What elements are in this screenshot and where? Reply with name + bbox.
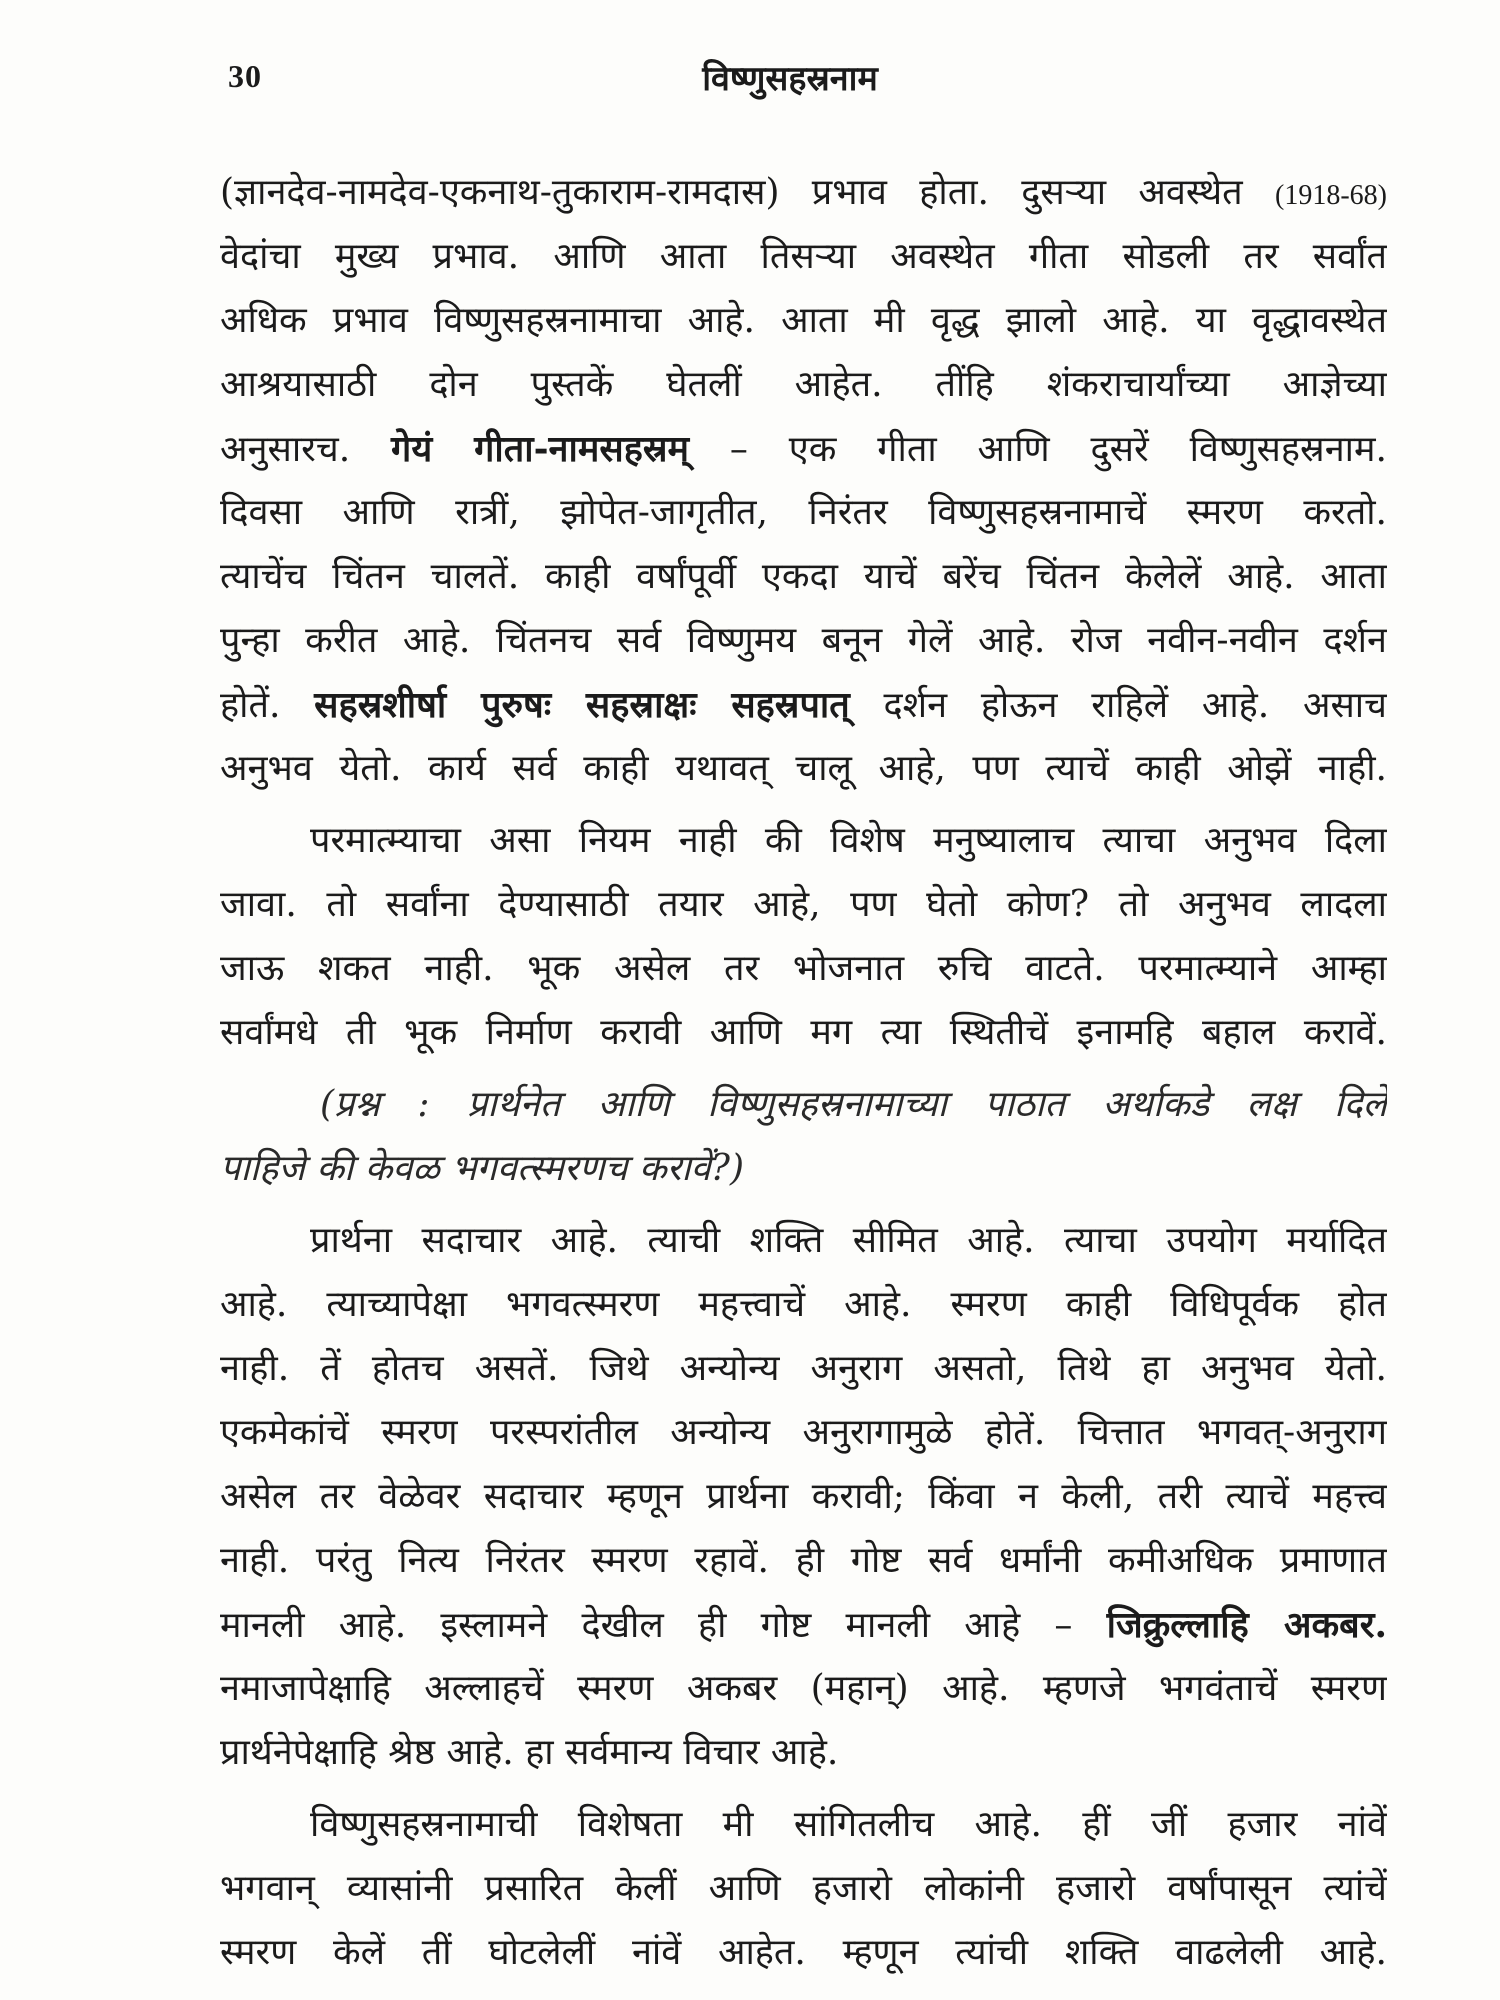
question-line: (प्रश्न : प्रार्थनेत आणि विष्णुसहस्रनामाच्या पाठात अर्थाकडे लक्ष दिलें bbox=[320, 1084, 1387, 1125]
text-line: जावा. तो सर्वांना देण्यासाठी तयार आहे, पण घेतो कोण? तो अनुभव लादला bbox=[220, 884, 1387, 925]
bold-quote: सहस्रशीर्षा पुरुषः सहस्राक्षः सहस्रपात् bbox=[314, 684, 850, 726]
text-line bbox=[220, 1593, 1387, 1657]
bold-quote: गेयं गीता-नामसहस्रम् bbox=[391, 428, 690, 470]
paragraph-3 bbox=[220, 1209, 1387, 1785]
text-line bbox=[220, 673, 1387, 737]
text-line: प्रार्थनेपेक्षाहि श्रेष्ठ आहे. हा सर्वमान्य विचार आहे. bbox=[220, 1732, 839, 1773]
text-line: अनुभव येतो. कार्य सर्व काही यथावत् चालू आहे, पण त्याचें काही ओझें नाही. bbox=[220, 748, 1387, 789]
text-line: असेल तर वेळेवर सदाचार म्हणून प्रार्थना करावी; किंवा न केली, तरी त्याचें महत्त्व bbox=[220, 1476, 1387, 1517]
paragraph-1 bbox=[220, 161, 1387, 801]
text-line: वेदांचा मुख्य प्रभाव. आणि आता तिसऱ्या अवस्थेत गीता सोडली तर सर्वांत bbox=[220, 236, 1387, 277]
text-body bbox=[220, 161, 1387, 1993]
question-paragraph bbox=[220, 1073, 1387, 1201]
text-line: त्याचेंच चिंतन चालतें. काही वर्षांपूर्वी एकदा याचें बरेंच चिंतन केलेलें आहे. आता bbox=[220, 556, 1387, 597]
text-line: सर्वांमधे ती भूक निर्माण करावी आणि मग त्या स्थितीचें इनामहि बहाल करावें. bbox=[220, 1012, 1387, 1053]
text-line: एकमेकांचें स्मरण परस्परांतील अन्योन्य अनुरागामुळे होतें. चित्तात भगवत्-अनुराग bbox=[220, 1412, 1387, 1453]
bold-quote: जिक्रुल्लाहि अकबर. bbox=[1106, 1604, 1387, 1646]
text-line: स्मरण केलें तीं घोटलेलीं नांवें आहेत. म्हणून त्यांची शक्ति वाढलेली आहे. bbox=[220, 1932, 1387, 1973]
text-line: नाही. परंतु नित्य निरंतर स्मरण रहावें. ही गोष्ट सर्व धर्मांनी कमीअधिक प्रमाणात bbox=[220, 1540, 1387, 1581]
text-line: दिवसा आणि रात्रीं, झोपेत-जागृतीत, निरंतर विष्णुसहस्रनामाचें स्मरण करतो. bbox=[220, 492, 1387, 533]
text-line: अधिक प्रभाव विष्णुसहस्रनामाचा आहे. आता मी वृद्ध झालो आहे. या वृद्धावस्थेत bbox=[220, 300, 1387, 341]
text-segment: दर्शन होऊन राहिलें आहे. असाच bbox=[849, 685, 1387, 726]
text-line: परमात्म्याचा असा नियम नाही की विशेष मनुष्यालाच त्याचा अनुभव दिला bbox=[310, 820, 1387, 861]
text-line: भगवान् व्यासांनी प्रसारित केलीं आणि हजारो लोकांनी हजारो वर्षांपासून त्यांचें bbox=[220, 1868, 1387, 1909]
running-title: विष्णुसहस्रनाम bbox=[702, 59, 878, 99]
text-line bbox=[220, 417, 1387, 481]
text-segment: मानली आहे. इस्लामने देखील ही गोष्ट मानली आहे – bbox=[220, 1605, 1107, 1646]
text-line: जाऊ शकत नाही. भूक असेल तर भोजनात रुचि वाटते. परमात्म्याने आम्हा bbox=[220, 948, 1387, 989]
text-line: प्रार्थना सदाचार आहे. त्याची शक्ति सीमित आहे. त्याचा उपयोग मर्यादित bbox=[310, 1220, 1387, 1261]
text-segment: अनुसारच. bbox=[220, 429, 392, 470]
text-line: नमाजापेक्षाहि अल्लाहचें स्मरण अकबर (महान्) आहे. म्हणजे भगवंताचें स्मरण bbox=[220, 1668, 1387, 1709]
text-line: आश्रयासाठी दोन पुस्तकें घेतलीं आहेत. तींहि शंकराचार्यांच्या आज्ञेच्या bbox=[220, 364, 1387, 405]
text-segment: (ज्ञानदेव-नामदेव-एकनाथ-तुकाराम-रामदास) प्रभाव होता. दुसऱ्या अवस्थेत bbox=[220, 172, 1276, 213]
text-line: पुन्हा करीत आहे. चिंतनच सर्व विष्णुमय बनून गेलें आहे. रोज नवीन-नवीन दर्शन bbox=[220, 620, 1387, 661]
text-line bbox=[220, 161, 1387, 225]
text-line: नाही. तें होतच असतें. जिथे अन्योन्य अनुराग असतो, तिथे हा अनुभव येतो. bbox=[220, 1348, 1387, 1389]
text-segment: होतें. bbox=[220, 685, 315, 726]
year-range: (1918-68) bbox=[1275, 180, 1387, 211]
text-line: विष्णुसहस्रनामाची विशेषता मी सांगितलीच आहे. हीं जीं हजार नांवें bbox=[310, 1804, 1387, 1845]
paragraph-4 bbox=[220, 1793, 1387, 1985]
question-line: पाहिजे की केवळ भगवत्स्मरणच करावें?) bbox=[220, 1148, 745, 1189]
page-number: 30 bbox=[228, 58, 262, 94]
text-line: आहे. त्याच्यापेक्षा भगवत्स्मरण महत्त्वाचें आहे. स्मरण काही विधिपूर्वक होत bbox=[220, 1284, 1387, 1325]
text-segment: – एक गीता आणि दुसरें विष्णुसहस्रनाम. bbox=[689, 429, 1387, 470]
paragraph-2 bbox=[220, 809, 1387, 1065]
